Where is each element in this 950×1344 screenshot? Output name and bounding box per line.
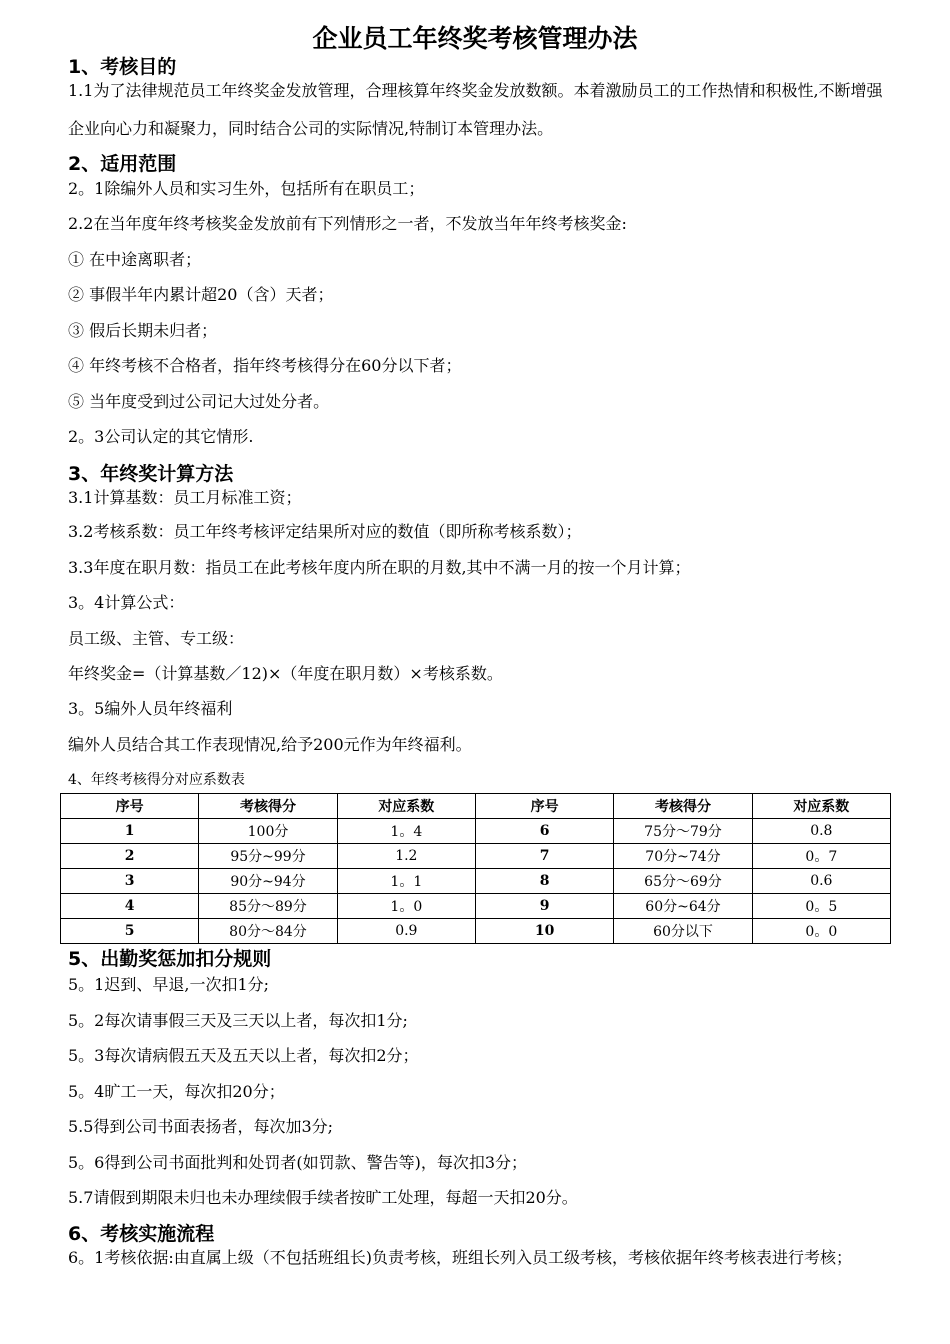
list-item-4: ④ 年终考核不合格者，指年终考核得分在60分以下者； <box>68 356 462 375</box>
formula: 年终奖金=（计算基数／12)×（年度在职月数）×考核系数。 <box>68 664 503 683</box>
cell-index: 7 <box>475 844 613 869</box>
cell-coefficient: 1.2 <box>337 844 475 869</box>
clause-5-6: 5。6得到公司书面批判和处罚者(如罚款、警告等)，每次扣3分； <box>68 1153 528 1172</box>
cell-coefficient: 0。5 <box>752 894 890 919</box>
cell-coefficient: 0。7 <box>752 844 890 869</box>
cell-coefficient: 0.8 <box>752 819 890 844</box>
table-row <box>61 894 891 919</box>
table-row <box>61 844 891 869</box>
cell-score: 95分~99分 <box>199 844 337 869</box>
cell-score: 90分~94分 <box>199 869 337 894</box>
cell-index: 10 <box>475 919 613 944</box>
cell-score: 70分~74分 <box>614 844 752 869</box>
section-6-heading: 6、考核实施流程 <box>68 1223 215 1245</box>
page-title: 企业员工年终奖考核管理办法 <box>312 24 638 53</box>
cell-score: 75分～79分 <box>614 819 752 844</box>
clause-2-1: 2。1除编外人员和实习生外，包括所有在职员工； <box>68 179 425 198</box>
table-row <box>61 869 891 894</box>
table-caption: 4、年终考核得分对应系数表 <box>68 772 245 788</box>
cell-coefficient: 0.9 <box>337 919 475 944</box>
list-item-2: ② 事假半年内累计超20（含）天者； <box>68 285 334 304</box>
table-header-row <box>61 794 891 819</box>
section-5-heading: 5、出勤奖惩加扣分规则 <box>68 948 272 970</box>
clause-3-2: 3.2考核系数：员工年终考核评定结果所对应的数值（即所称考核系数）； <box>68 522 582 541</box>
table-row <box>61 919 891 944</box>
table-row <box>61 819 891 844</box>
clause-3-3: 3.3年度在职月数：指员工在此考核年度内所在职的月数,其中不满一月的按一个月计算； <box>68 558 691 577</box>
list-item-3: ③ 假后长期未归者； <box>68 321 218 340</box>
clause-5-4: 5。4旷工一天，每次扣20分； <box>68 1082 285 1101</box>
formula-scope: 员工级、主管、专工级： <box>68 629 245 648</box>
clause-5-3: 5。3每次请病假五天及五天以上者，每次扣2分； <box>68 1046 419 1065</box>
clause-2-3: 2。3公司认定的其它情形. <box>68 427 254 446</box>
section-1-heading: 1、考核目的 <box>68 56 177 78</box>
cell-index: 5 <box>61 919 199 944</box>
header-score: 考核得分 <box>199 794 337 819</box>
header-index: 序号 <box>61 794 199 819</box>
list-item-5: ⑤ 当年度受到过公司记大过处分者。 <box>68 392 330 411</box>
cell-score: 85分～89分 <box>199 894 337 919</box>
cell-score: 60分~64分 <box>614 894 752 919</box>
cell-index: 4 <box>61 894 199 919</box>
cell-score: 60分以下 <box>614 919 752 944</box>
cell-score: 80分～84分 <box>199 919 337 944</box>
cell-coefficient: 0。0 <box>752 919 890 944</box>
cell-coefficient: 1。4 <box>337 819 475 844</box>
header-score: 考核得分 <box>614 794 752 819</box>
clause-3-1: 3.1计算基数：员工月标准工资； <box>68 488 302 507</box>
clause-5-5: 5.5得到公司书面表扬者，每次加3分; <box>68 1117 334 1136</box>
cell-score: 65分～69分 <box>614 869 752 894</box>
cell-index: 3 <box>61 869 199 894</box>
header-coefficient: 对应系数 <box>752 794 890 819</box>
cell-index: 2 <box>61 844 199 869</box>
cell-coefficient: 1。1 <box>337 869 475 894</box>
clause-5-2: 5。2每次请事假三天及三天以上者，每次扣1分; <box>68 1011 408 1030</box>
header-index: 序号 <box>475 794 613 819</box>
cell-score: 100分 <box>199 819 337 844</box>
cell-index: 1 <box>61 819 199 844</box>
clause-5-1: 5。1迟到、早退,一次扣1分; <box>68 975 270 994</box>
cell-index: 9 <box>475 894 613 919</box>
header-coefficient: 对应系数 <box>337 794 475 819</box>
clause-2-2: 2.2在当年度年终考核奖金发放前有下列情形之一者，不发放当年年终考核奖金: <box>68 214 627 233</box>
list-item-1: ① 在中途离职者； <box>68 250 202 269</box>
clause-5-7: 5.7请假到期限未归也未办理续假手续者按旷工处理，每超一天扣20分。 <box>68 1188 578 1207</box>
cell-coefficient: 0.6 <box>752 869 890 894</box>
section-2-heading: 2、适用范围 <box>68 153 177 175</box>
clause-3-4: 3。4计算公式： <box>68 593 185 612</box>
section-3-heading: 3、年终奖计算方法 <box>68 463 234 485</box>
clause-3-5-detail: 编外人员结合其工作表现情况,给予200元作为年终福利。 <box>68 735 472 754</box>
cell-index: 8 <box>475 869 613 894</box>
clause-3-5: 3。5编外人员年终福利 <box>68 699 233 718</box>
cell-index: 6 <box>475 819 613 844</box>
section-1-paragraph: 1.1为了法律规范员工年终奖金发放管理，合理核算年终奖金发放数额。本着激励员工的工作热情和积极性,不断增强企业向心力和凝聚力，同时结合公司的实际情况,特制订本管理办法。 <box>68 81 883 138</box>
score-coefficient-table <box>60 793 891 944</box>
cell-coefficient: 1。0 <box>337 894 475 919</box>
clause-6-1: 6。1考核依据:由直属上级（不包括班组长)负责考核，班组长列入员工级考核，考核依据年终考核表进行考核； <box>68 1248 852 1267</box>
